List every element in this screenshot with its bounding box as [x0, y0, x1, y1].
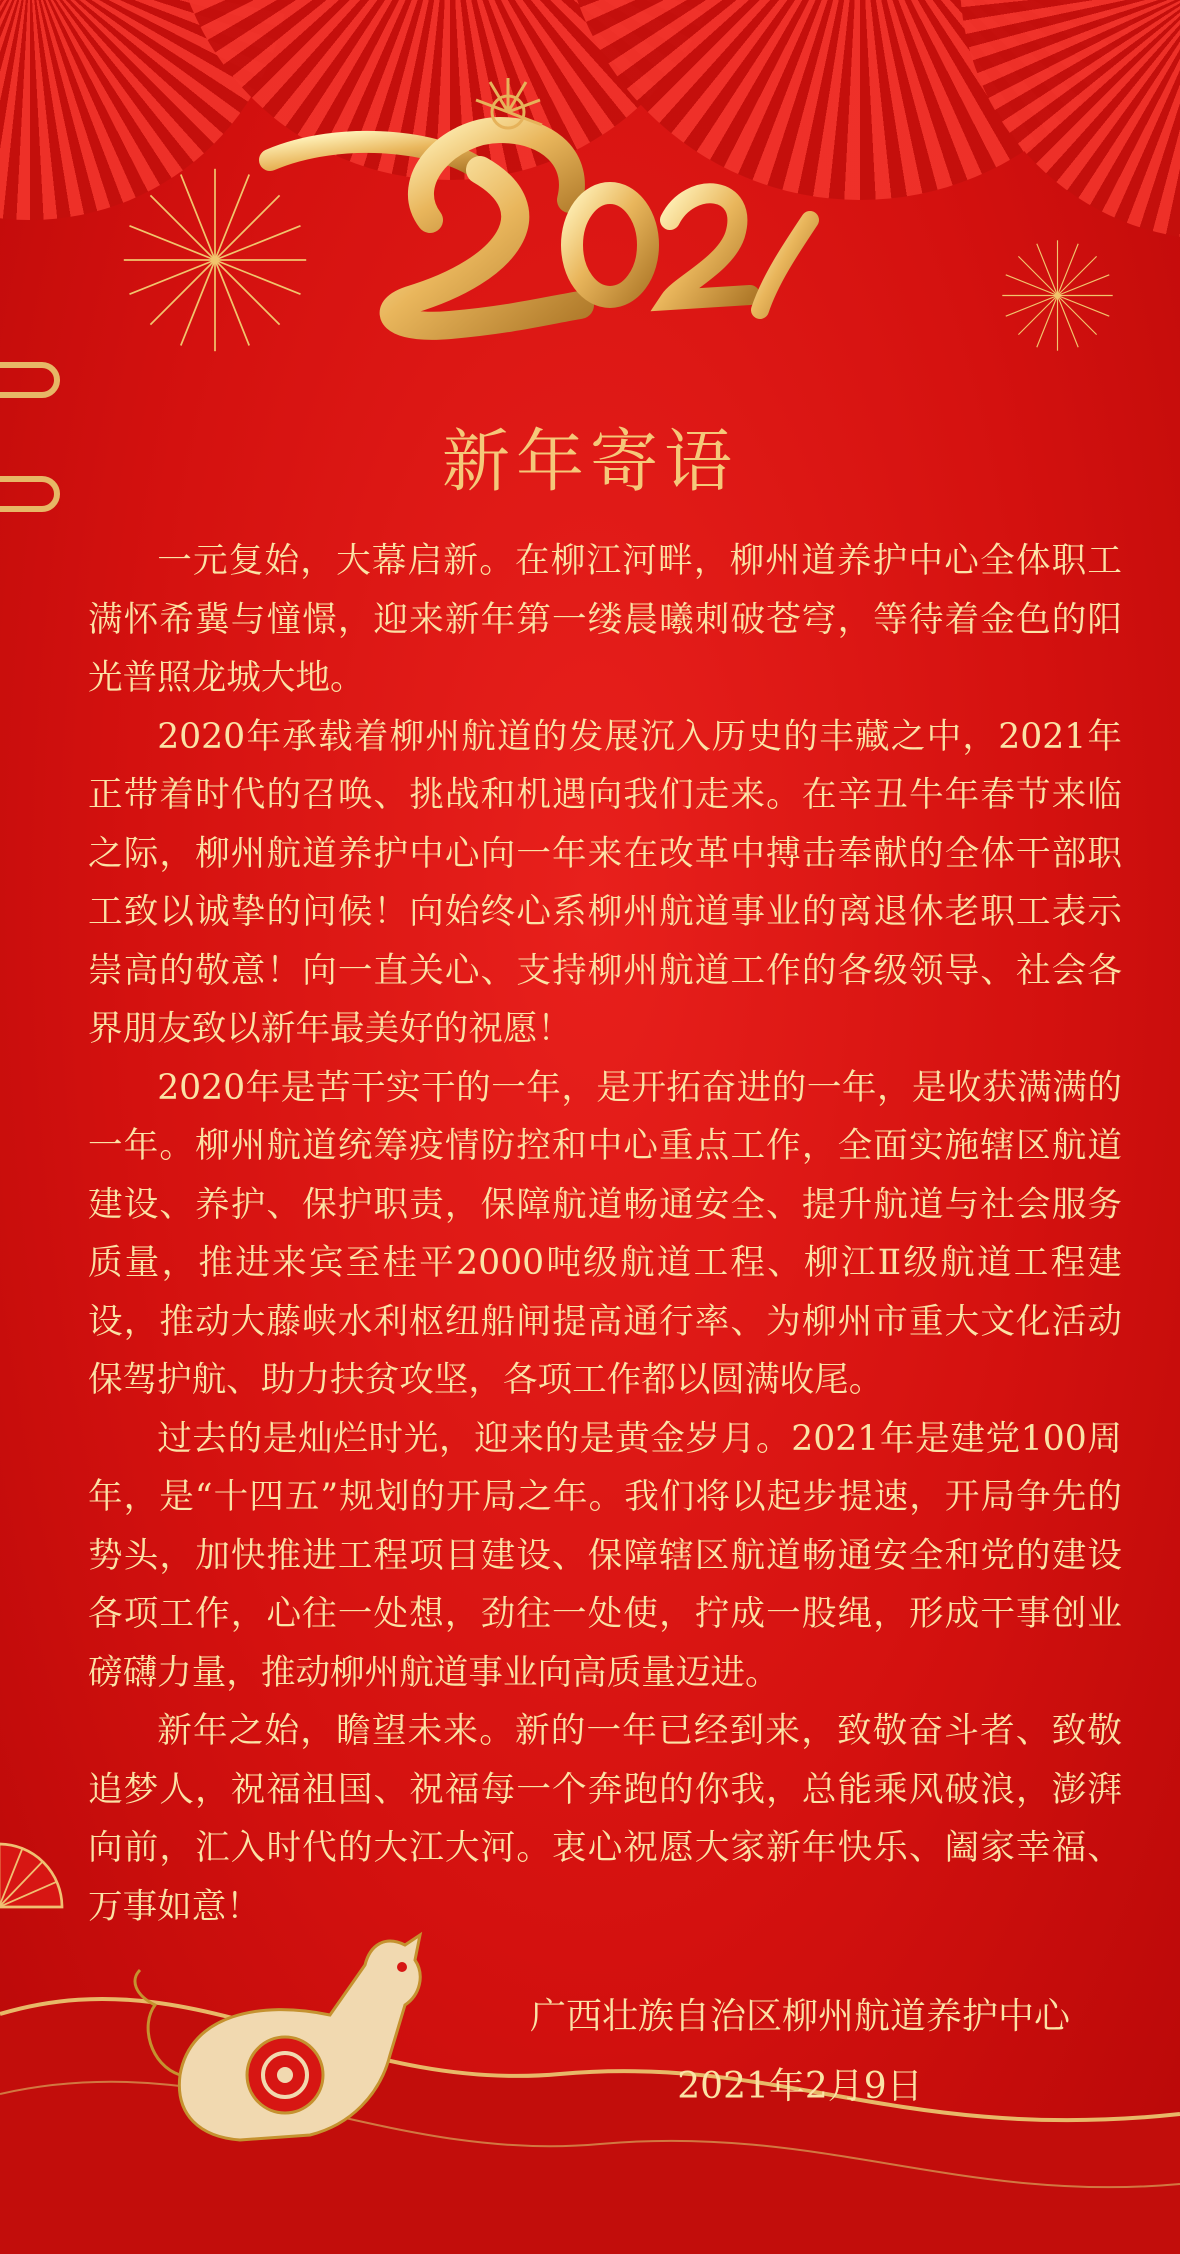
year-2021-logo — [250, 70, 870, 370]
signature-block — [460, 1982, 1140, 2122]
paper-cut-ox-icon — [120, 1905, 440, 2165]
signature-organization: 广西壮族自治区柳州航道养护中心 — [529, 1996, 1070, 2037]
paragraph: 过去的是灿烂时光，迎来的是黄金岁月。2021年是建党100周年，是“十四五”规划的开局之年。我们将以起步提速，开局争先的势头，加快推进工程项目建设、保障辖区航道畅通安全和党的建设各项工作，心往一处想，劲往一处使，拧成一股绳，形成干事创业磅礴力量，推动柳州航道事业向高质量迈进。 — [88, 1418, 1122, 1693]
signature-date: 2021年2月9日 — [677, 2066, 923, 2107]
paragraph: 2020年是苦干实干的一年，是开拓奋进的一年，是收获满满的一年。柳州航道统筹疫情防控和中心重点工作，全面实施辖区航道建设、养护、保护职责，保障航道畅通安全、提升航道与社会服务质量，推进来宾至桂平2000吨级航道工程、柳江Ⅱ级航道工程建设，推动大藤峡水利枢纽船闸提高通行率、为柳州市重大文化活动保驾护航、助力扶贫攻坚，各项工作都以圆满收尾。 — [88, 1067, 1122, 1400]
firework-right-icon — [1000, 238, 1115, 353]
paragraph: 一元复始，大幕启新。在柳江河畔，柳州道养护中心全体职工满怀希冀与憧憬，迎来新年第一缕晨曦刺破苍穹，等待着金色的阳光普照龙城大地。 — [88, 541, 1122, 698]
paragraph: 2020年承载着柳州航道的发展沉入历史的丰藏之中，2021年正带着时代的召唤、挑战和机遇向我们走来。在辛丑牛年春节来临之际，柳州航道养护中心向一年来在改革中搏击奉献的全体干部职工致以诚挚的问候！向始终心系柳州航道事业的离退休老职工表示崇高的敬意！向一直关心、支持柳州航道工作的各级领导、社会各界朋友致以新年最美好的祝愿！ — [88, 716, 1122, 1049]
page-title: 新年寄语 — [441, 423, 738, 502]
left-decor-ring — [0, 362, 60, 398]
paragraph: 新年之始，瞻望未来。新的一年已经到来，致敬奋斗者、致敬追梦人，祝福祖国、祝福每一个奔跑的你我，总能乘风破浪，澎湃向前，汇入时代的大江大河。衷心祝愿大家新年快乐、阖家幸福、万事如意！ — [88, 1711, 1122, 1927]
greeting-body — [88, 532, 1122, 1936]
